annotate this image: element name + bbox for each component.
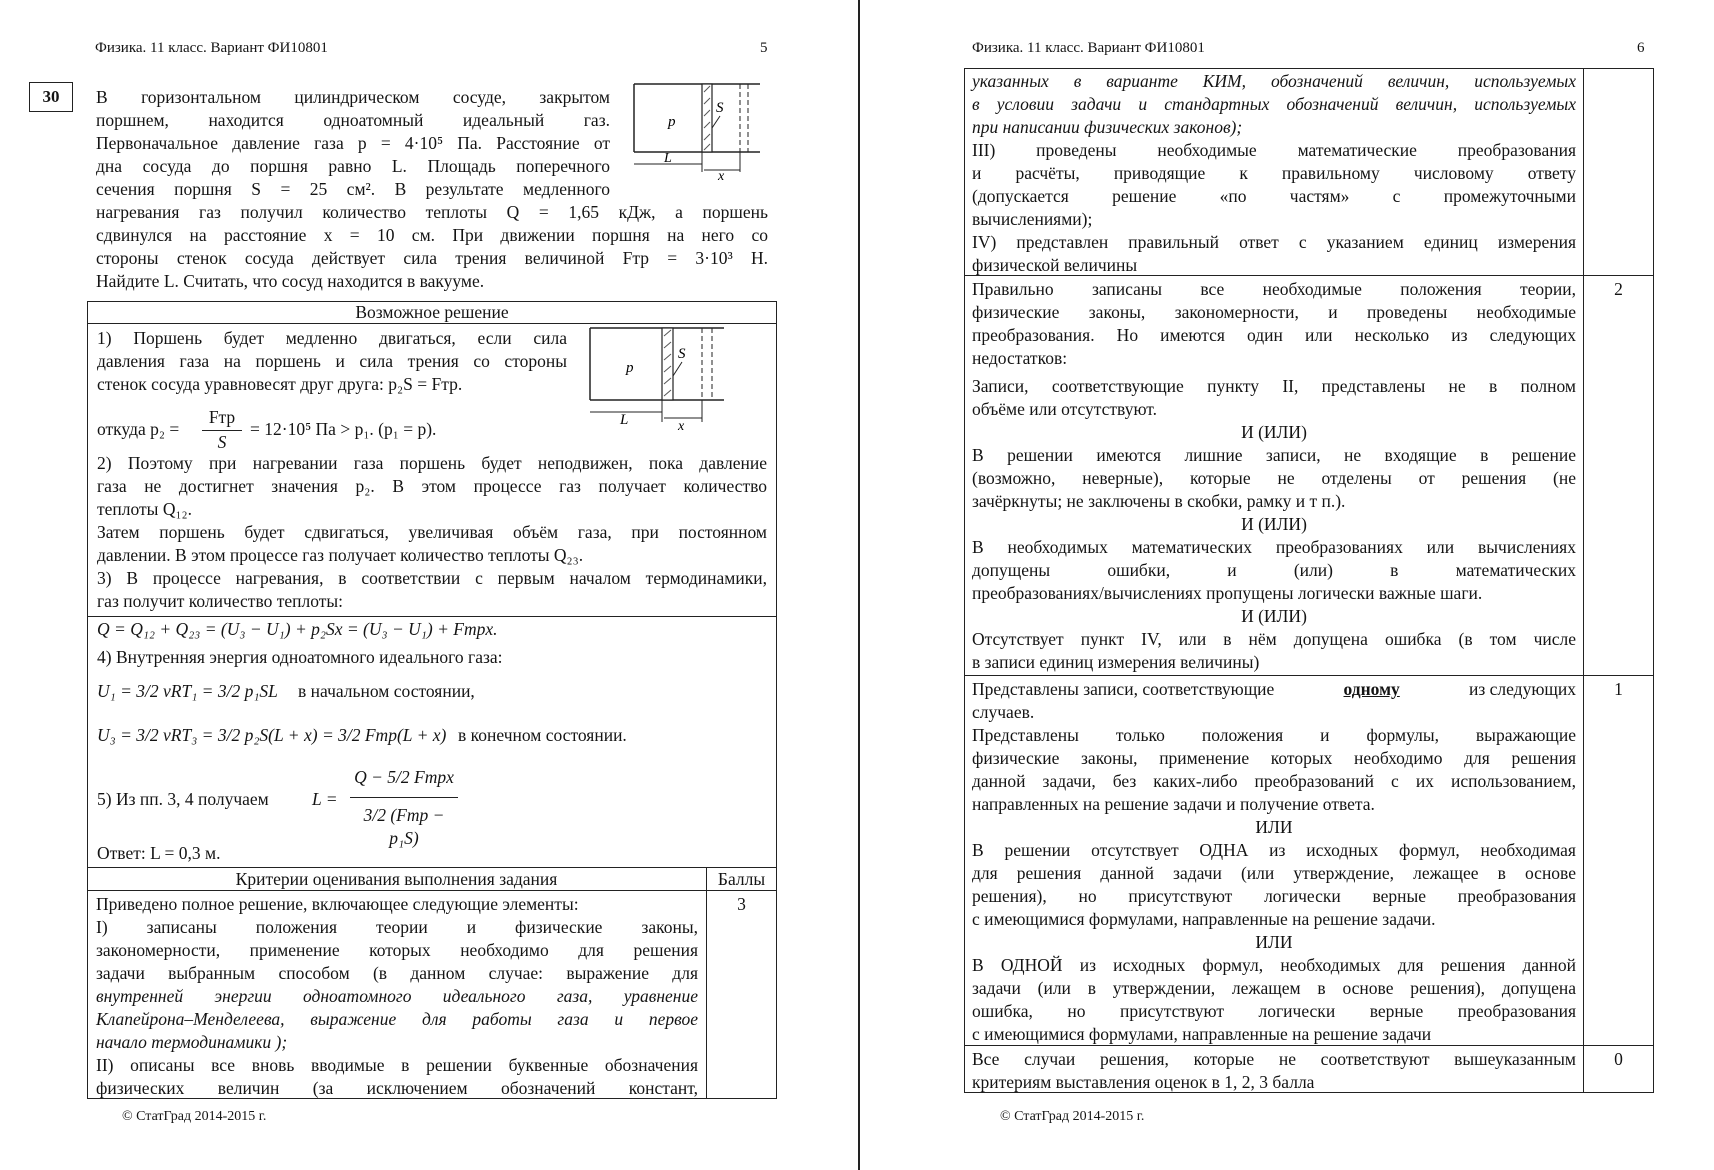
solution-line: давления газа на поршень и сила трения со стороны [97, 351, 567, 371]
task-line: Первоначальное давление газа p = 4·10⁵ Па. Расстояние от [96, 133, 610, 153]
criteria-line: физические законы, применение которых необходимо для решения [972, 748, 1576, 768]
step5: 5) Из пп. 3, 4 получаем [97, 789, 269, 809]
criteria-line: Клапейрона–Менделеева, выражение для работы газа и первое [96, 1009, 698, 1029]
criteria-line: зачёркнуты; не заключены в скобки, рамку и т п.). [972, 491, 1346, 511]
criteria0-text [972, 1048, 1576, 1094]
criteria-line: с имеющимися формулами, направленные на решение задачи. [972, 909, 1436, 929]
fig-label-S: S [716, 100, 724, 116]
task-number: 30 [29, 82, 73, 112]
criteria-line: Записи, соответствующие пункту II, представлены не в полном [972, 376, 1576, 396]
page-footer: © СтатГрад 2014-2015 г. [122, 1109, 267, 1124]
criteria-line: критериям выставления оценок в 1, 2, 3 балла [972, 1072, 1315, 1092]
step4: 4) Внутренняя энергия одноатомного идеального газа: [97, 647, 503, 667]
criteria-header: Критерии оценивания выполнения задания [235, 869, 558, 889]
task-line: Найдите L. Считать, что сосуд находится в вакууме. [96, 271, 485, 291]
criteria-emphasis: одному [1343, 679, 1400, 699]
criteria-line: В решении имеются лишние записи, не входящие в решение [972, 445, 1576, 465]
eq-p2-prefix: откуда p₂ = [97, 419, 180, 439]
criteria3-text [96, 893, 698, 1100]
solution-line: 2) Поэтому при нагревании газа поршень будет неподвижен, пока давление [97, 453, 767, 473]
eq-U3-note: в конечном состоянии. [458, 725, 627, 745]
criteria-line: Представлены только положения и формулы, выражающие [972, 725, 1576, 745]
table-rule [1583, 68, 1584, 1093]
page-number: 6 [1637, 40, 1645, 56]
criteria-line: В ОДНОЙ из исходных формул, необходимых для решения данной [972, 955, 1576, 975]
eq-L-lhs: L = [312, 789, 338, 809]
solution-line: газ получит количество теплоты: [97, 591, 344, 611]
criteria-line: физических величин (за исключением обозначений констант, [96, 1078, 698, 1098]
criteria-line: задачи (или в утверждении, лежащем в основе решения), допущена [972, 978, 1576, 998]
page-footer: © СтатГрад 2014-2015 г. [1000, 1109, 1145, 1124]
criteria-line: IV) представлен правильный ответ с указанием единиц измерения [972, 232, 1576, 252]
criteria-line: закономерности, применение которых необходимо для решения [96, 940, 698, 960]
eq-Q: Q = Q₁₂ + Q₂₃ = (U₃ − U₁) + p₂Sx = (U₃ − U₁) + Fтрx. [97, 619, 498, 639]
cylinder-figure [632, 82, 762, 182]
eq-p2-den: S [217, 432, 227, 452]
criteria3-continued [972, 70, 1576, 277]
criteria-line: II) описаны все вновь вводимые в решении буквенные обозначения [96, 1055, 698, 1075]
fig-label-L: L [664, 151, 672, 166]
criteria-line: внутренней энергии одноатомного идеального газа, уравнение [96, 986, 698, 1006]
table-rule [87, 616, 777, 617]
criteria-line: указанных в варианте КИМ, обозначений величин, используемых [972, 71, 1576, 91]
page-header: Физика. 11 класс. Вариант ФИ10801 [972, 40, 1205, 56]
fig-label-x: x [678, 419, 685, 434]
solution-title: Возможное решение [355, 302, 509, 322]
right-page [862, 0, 1714, 1170]
criteria-line: недостатков: [972, 348, 1068, 368]
task-line: В горизонтальном цилиндрическом сосуде, закрытом [96, 87, 610, 107]
criteria-line-part: Представлены записи, соответствующие [972, 679, 1275, 699]
and-or-separator: И (ИЛИ) [1241, 422, 1307, 442]
task-line: нагревания газ получил количество теплоты Q = 1,65 кДж, а поршень [96, 202, 768, 222]
criteria-line: направленных на решение задачи и получение ответа. [972, 794, 1375, 814]
task-line: поршнем, находится одноатомный идеальный газ. [96, 110, 610, 130]
solution-line: давлении. В этом процессе газ получает количество теплоты Q₂₃. [97, 545, 584, 565]
solution-step1 [97, 327, 567, 396]
criteria-line: данной задачи, без каких-либо преобразований с их использованием, [972, 771, 1576, 791]
solution-line: газа не достигнет значения p₂. В этом процессе газ получает количество [97, 476, 767, 496]
fig-label-L: L [620, 412, 629, 428]
criteria-line: III) проведены необходимые математические преобразования [972, 140, 1576, 160]
eq-p2-num: Fтр [208, 407, 236, 427]
solution-line: стенок сосуда уравновесят друг друга: p₂S = Fтр. [97, 374, 463, 394]
or-separator: ИЛИ [1255, 932, 1293, 952]
criteria-line: (допускается решение «по частям» с промежуточными [972, 186, 1576, 206]
eq-L-den: 3/2 (Fтр − p₁S) [363, 805, 445, 848]
criteria-line: при написании физических законов); [972, 117, 1243, 137]
task-line: дна сосуда до поршня равно L. Площадь поперечного [96, 156, 610, 176]
criteria-line: ошибка, но присутствуют логически верные преобразования [972, 1001, 1576, 1021]
criteria-line: в условии задачи и стандартных обозначений величин, используемых [972, 94, 1576, 114]
page-number: 5 [760, 40, 768, 56]
solution-line: 3) В процессе нагревания, в соответствии с первым началом термодинамики, [97, 568, 767, 588]
criteria-line: с имеющимися формулами, направленные на решение задачи [972, 1024, 1432, 1044]
criteria-line: I) записаны положения теории и физические законы, [96, 917, 698, 937]
eq-U3: U₃ = 3/2 νRT₃ = 3/2 p₂S(L + x) = 3/2 Fтр(L + x) [97, 725, 447, 745]
criteria-line: В необходимых математических преобразованиях или вычислениях [972, 537, 1576, 557]
fig-label-p: p [668, 114, 676, 130]
solution-line: 1) Поршень будет медленно двигаться, если сила [97, 328, 567, 348]
eq-U1-note: в начальном состоянии, [298, 681, 475, 701]
cylinder-figure-2 [588, 326, 728, 434]
criteria-line: для решения данной задачи (или утверждение, лежащее в основе [972, 863, 1576, 883]
fig-label-x: x [718, 169, 725, 182]
criteria-line: физической величины [972, 255, 1138, 275]
criteria-line: объёме или отсутствуют. [972, 399, 1157, 419]
task-line: сечения поршня S = 25 см². В результате медленного [96, 179, 610, 199]
criteria-line: начало термодинамики ); [96, 1032, 288, 1052]
criteria-line: вычислениями); [972, 209, 1093, 229]
criteria-line: решения), но присутствуют логически верные преобразования [972, 886, 1576, 906]
criteria-line: Отсутствует пункт IV, или в нём допущена ошибка (в том числе [972, 629, 1576, 649]
criteria-line: преобразованиях/вычислениях пропущены логически важные шаги. [972, 583, 1483, 603]
criteria1-first-line [972, 678, 1576, 701]
fig-label-p: p [626, 360, 634, 376]
and-or-separator: И (ИЛИ) [1241, 606, 1307, 626]
criteria1-text [972, 678, 1576, 1046]
points-header: Баллы [717, 869, 766, 889]
criteria-line: и расчёты, приводящие к правильному числовому ответу [972, 163, 1576, 183]
eq-p2-suffix: = 12·10⁵ Па > p₁. (p₁ = p). [250, 419, 437, 439]
criteria-line: Все случаи решения, которые не соответствуют вышеуказанным [972, 1049, 1576, 1069]
eq-U1: U₁ = 3/2 νRT₁ = 3/2 p₁SL [97, 681, 278, 701]
fraction-bar [350, 797, 458, 798]
task-text-wide [96, 201, 768, 293]
criteria-line: Правильно записаны все необходимые положения теории, [972, 279, 1576, 299]
or-separator: ИЛИ [1255, 817, 1293, 837]
criteria-line: случаев. [972, 702, 1035, 722]
task-line: стороны стенок сосуда действует сила трения величиной Fтр = 3·10³ Н. [96, 248, 768, 268]
and-or-separator: И (ИЛИ) [1241, 514, 1307, 534]
criteria-line: преобразования. Но имеются один или несколько из следующих [972, 325, 1576, 345]
eq-L-num: Q − 5/2 Fтрx [354, 767, 454, 787]
criteria0-points: 0 [1614, 1049, 1623, 1069]
criteria-line: физические законы, закономерности, и проведены необходимые [972, 302, 1576, 322]
criteria-line: допущены ошибки, и (или) в математических [972, 560, 1576, 580]
task-line: сдвинулся на расстояние x = 10 см. При движении поршня на него со [96, 225, 768, 245]
table-rule [964, 675, 1654, 676]
answer: Ответ: L = 0,3 м. [97, 843, 221, 863]
solution-line: теплоты Q₁₂. [97, 499, 193, 519]
page-header: Физика. 11 класс. Вариант ФИ10801 [95, 40, 328, 56]
task-text-narrow [96, 86, 610, 201]
solution-line: Затем поршень будет сдвигаться, увеличивая объём газа, при постоянном [97, 522, 767, 542]
page-divider [858, 0, 860, 1170]
criteria-line: в записи единиц измерения величины) [972, 652, 1260, 672]
fig-label-S: S [678, 346, 686, 362]
criteria-line: Приведено полное решение, включающее следующие элементы: [96, 894, 579, 914]
criteria-line-part: из следующих [1468, 679, 1576, 699]
solution-step2-3 [97, 452, 767, 613]
criteria-line: В решении отсутствует ОДНА из исходных формул, необходимая [972, 840, 1576, 860]
criteria-line: (возможно, неверные), которые не отделены от решения (не [972, 468, 1576, 488]
criteria1-points: 1 [1614, 679, 1623, 699]
criteria-line: задачи выбранным способом (в данном случае: выражение для [96, 963, 698, 983]
criteria2-points: 2 [1614, 279, 1623, 299]
criteria2-text [972, 278, 1576, 674]
criteria3-points: 3 [737, 894, 746, 914]
